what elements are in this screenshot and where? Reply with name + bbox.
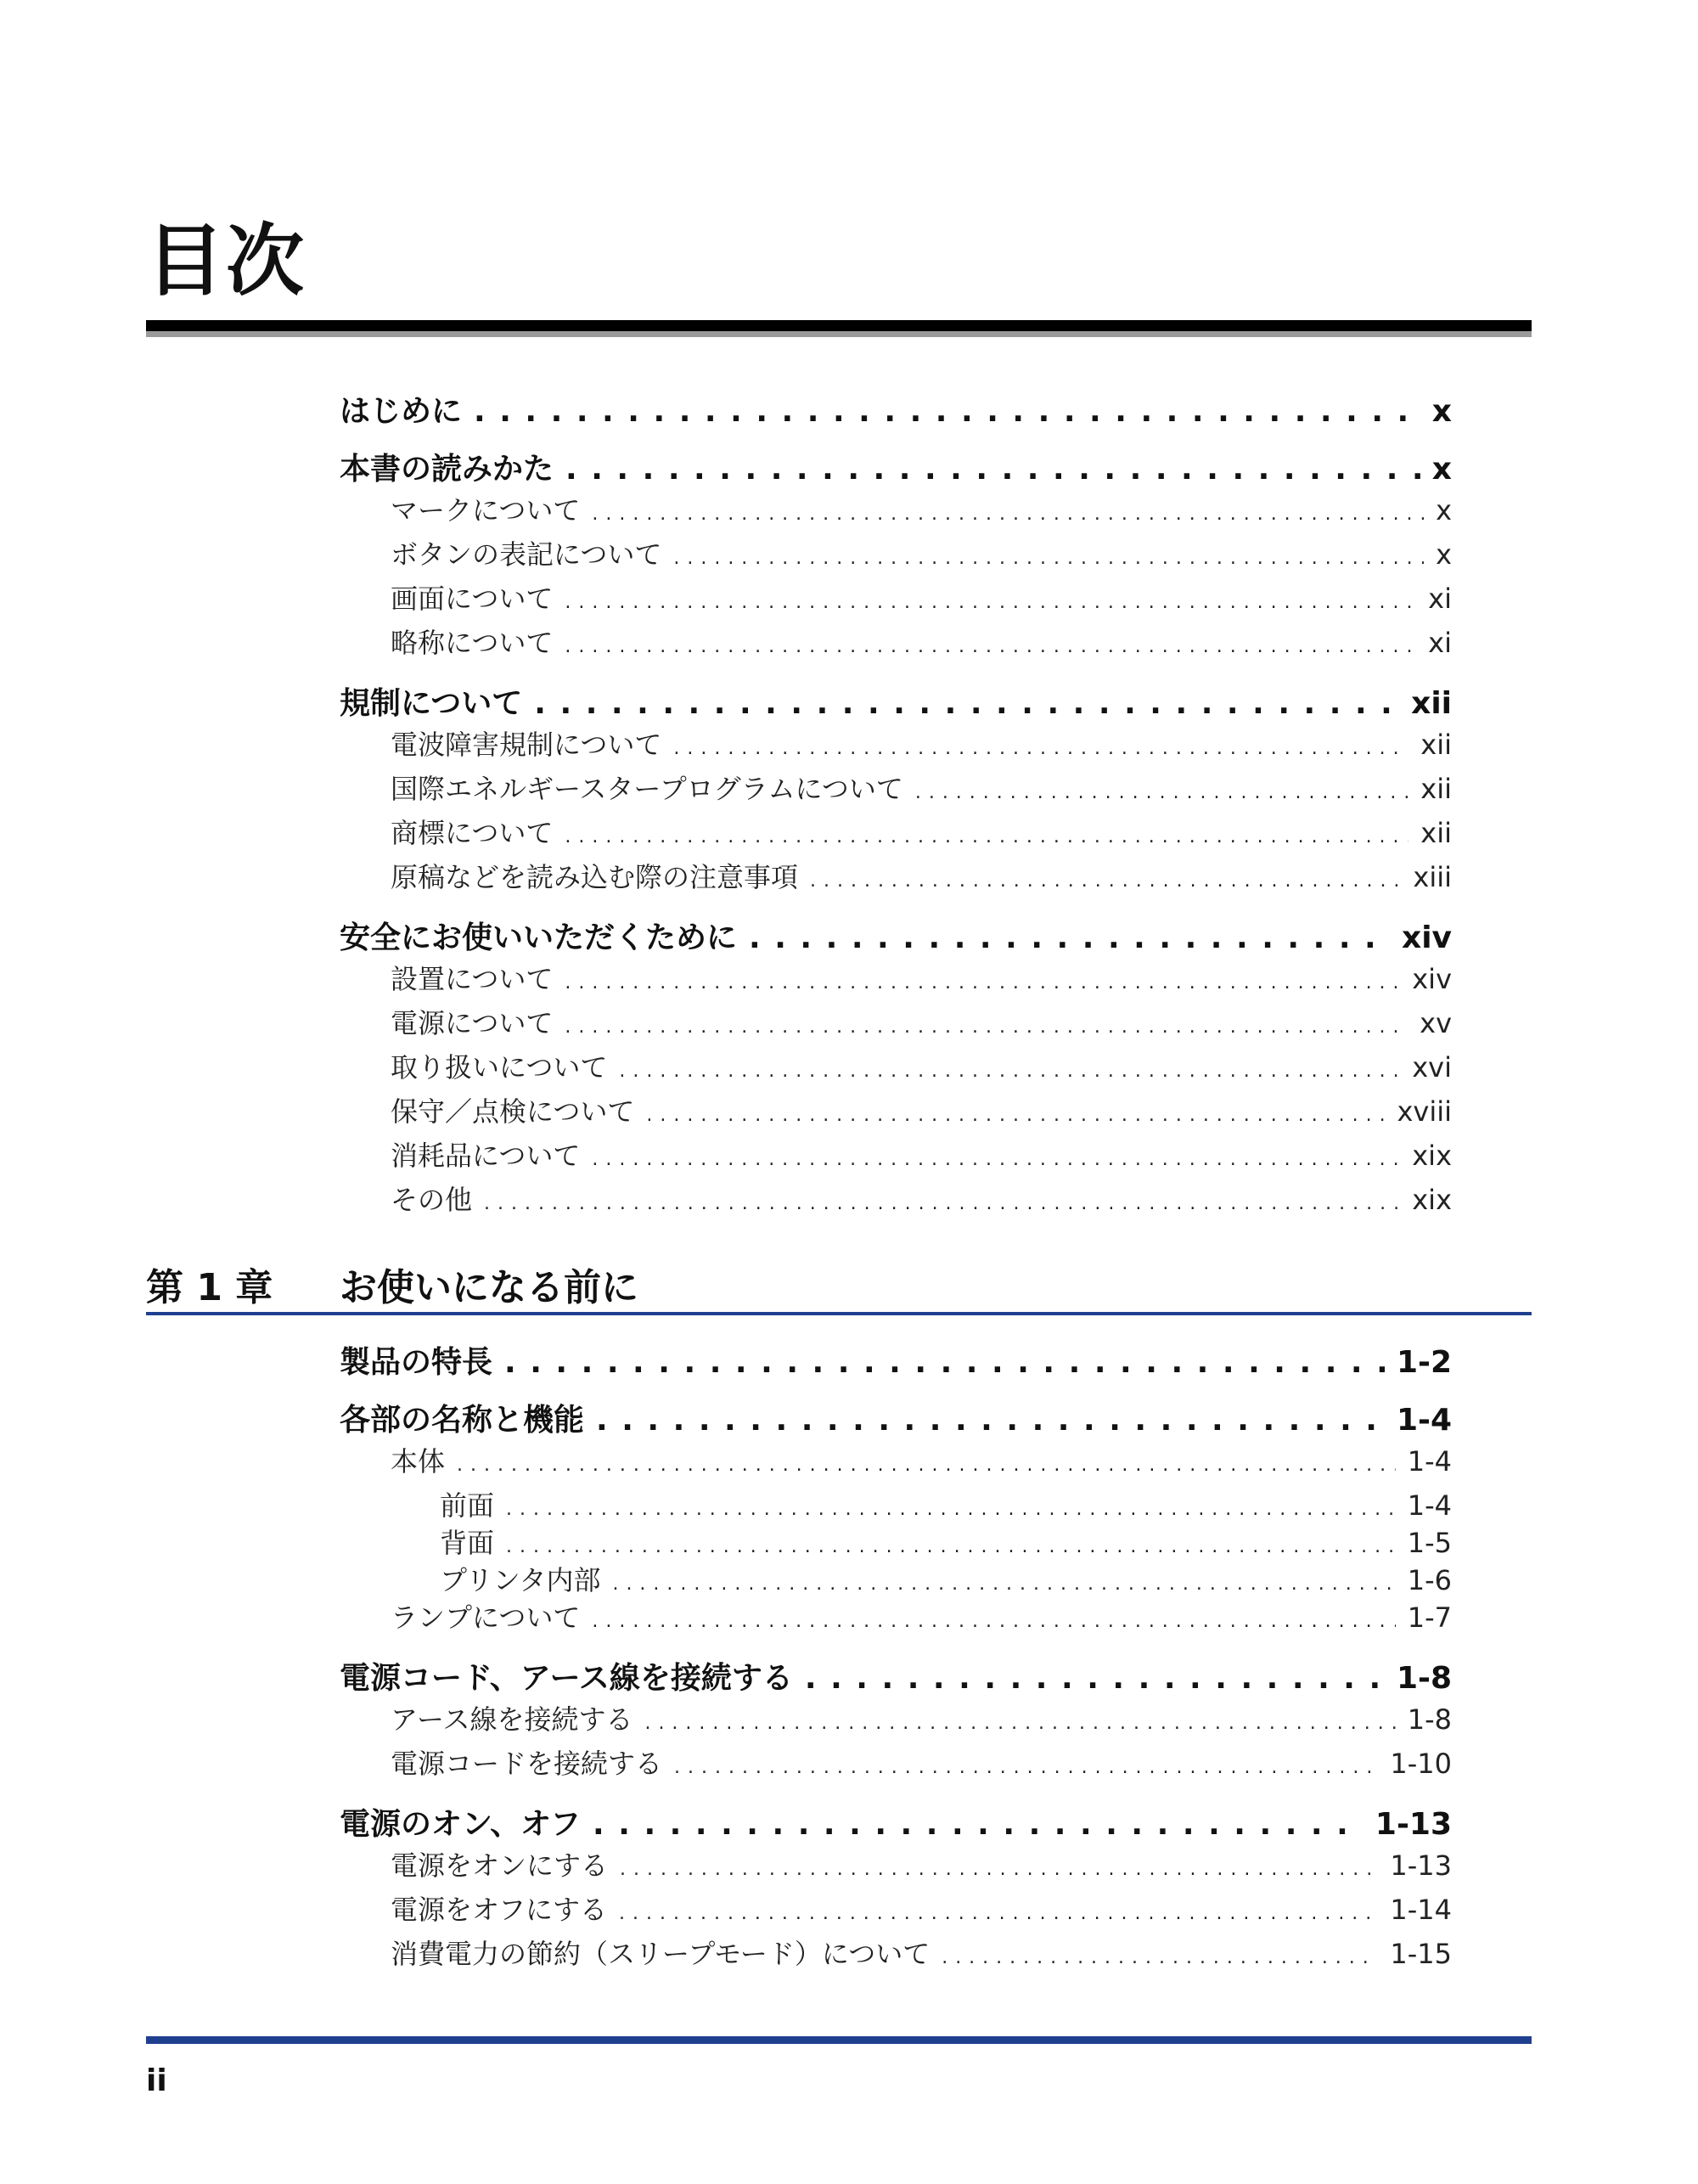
toc-entry-page: 1-8 [1407, 1703, 1452, 1736]
dot-leader [942, 1947, 1378, 1968]
dot-leader [749, 920, 1390, 955]
footer-page-number: ii [146, 2063, 167, 2098]
toc-entry-label: 商標について [391, 817, 554, 849]
toc-subsection[interactable] [340, 723, 1452, 768]
toc-subsection[interactable] [340, 1933, 1452, 1977]
toc-subsection[interactable] [340, 1179, 1452, 1223]
chapter-heading [146, 1248, 1532, 1316]
dot-leader [592, 504, 1424, 525]
toc-section[interactable] [340, 445, 1452, 489]
toc-entry-label: 消耗品について [391, 1140, 581, 1172]
toc-entry-page: xv [1420, 1007, 1452, 1039]
toc-section[interactable] [340, 387, 1452, 431]
dot-leader [506, 1499, 1396, 1520]
toc-entry-label: 国際エネルギースタープログラムについて [391, 773, 903, 805]
toc-subsection[interactable] [340, 1046, 1452, 1090]
toc-entry-page: xvi [1412, 1051, 1452, 1084]
toc-subsection[interactable] [340, 1090, 1452, 1134]
toc-entry-page: xiv [1401, 920, 1452, 955]
chapter-title: お使いになる前に [340, 1266, 638, 1309]
toc-section[interactable] [340, 914, 1452, 958]
chapter-number: 第 1 章 [146, 1266, 273, 1309]
toc-subsection[interactable] [340, 768, 1452, 812]
toc-entry-page: 1-4 [1396, 1403, 1452, 1438]
toc-subsection[interactable] [340, 856, 1452, 900]
dot-leader [592, 1149, 1400, 1170]
toc-entry-label: その他 [391, 1184, 473, 1216]
dot-leader [915, 782, 1408, 803]
toc-entry-label: 安全にお使いいただくために [340, 920, 738, 955]
dot-leader [484, 1193, 1400, 1214]
toc-entry-page: xix [1412, 1184, 1452, 1216]
toc-entry-page: 1-7 [1407, 1601, 1452, 1634]
toc-entry-label: 原稿などを読み込む際の注意事項 [391, 861, 799, 893]
toc-entry-label: 電源コード、アース線を接続する [340, 1661, 793, 1696]
toc-entry-label: 取り扱いについて [391, 1051, 608, 1084]
toc-entry-page: xix [1412, 1140, 1452, 1172]
toc-entry-label: 前面 [440, 1489, 495, 1522]
dot-leader [596, 1403, 1385, 1438]
dot-leader [565, 592, 1416, 613]
toc-entry-label: ボタンの表記について [391, 538, 662, 571]
toc-entry-label: 規制について [340, 686, 523, 721]
dot-leader [565, 972, 1400, 993]
toc-entry-page: 1-15 [1390, 1938, 1452, 1970]
toc-entry-label: はじめに [340, 394, 463, 429]
toc-entry-page: xii [1420, 817, 1452, 849]
toc-entry-label: 電源をオンにする [391, 1849, 609, 1882]
toc-entry-label: 保守／点検について [391, 1095, 635, 1128]
toc-entry-page: xii [1420, 773, 1452, 805]
toc-entry-page: 1-13 [1390, 1849, 1452, 1882]
toc-entry-page: 1-6 [1407, 1564, 1452, 1596]
toc-entry-label: 電源コードを接続する [391, 1748, 663, 1780]
toc-section[interactable] [340, 1654, 1452, 1698]
toc-entry-page: x [1431, 394, 1452, 429]
toc-subsection[interactable] [340, 533, 1452, 577]
dot-leader [592, 1611, 1395, 1632]
toc-entry-label: 電波障害規制について [391, 729, 662, 761]
title-rule-shadow [146, 331, 1532, 337]
toc-entry-label: 電源をオフにする [391, 1894, 608, 1926]
dot-leader [565, 826, 1408, 847]
dot-leader [504, 1345, 1385, 1380]
toc-entry-label: アース線を接続する [391, 1703, 633, 1736]
title-rule [146, 320, 1532, 331]
dot-leader [619, 1903, 1378, 1924]
dot-leader [619, 1061, 1400, 1082]
dot-leader [805, 1661, 1385, 1696]
toc-entry-page: xii [1411, 686, 1452, 721]
toc-subsection[interactable] [340, 1742, 1452, 1787]
toc-entry-label: ランプについて [391, 1601, 581, 1634]
dot-leader [620, 1859, 1378, 1880]
toc-entry-page: 1-8 [1396, 1661, 1452, 1696]
toc-entry-page: 1-5 [1407, 1527, 1452, 1559]
toc-entry-page: x [1431, 452, 1452, 487]
toc-subsubsection[interactable] [340, 1484, 1452, 1522]
toc-entry-label: 本書の読みかた [340, 452, 554, 487]
toc-section[interactable] [340, 1396, 1452, 1440]
toc-subsection[interactable] [340, 622, 1452, 666]
dot-leader [673, 548, 1424, 569]
page-title: 目次 [146, 216, 306, 307]
toc-subsection[interactable] [340, 1002, 1452, 1046]
footer-rule [146, 2036, 1532, 2044]
dot-leader [612, 1573, 1395, 1595]
toc-entry-page: 1-2 [1396, 1345, 1452, 1380]
toc-entry-page: 1-4 [1407, 1445, 1452, 1478]
dot-leader [534, 686, 1399, 721]
toc-entry-label: 本体 [391, 1445, 446, 1478]
toc-entry-label: 電源について [391, 1007, 554, 1039]
toc-subsection[interactable] [340, 1888, 1452, 1933]
dot-leader [506, 1536, 1396, 1557]
toc-subsection[interactable] [340, 489, 1452, 533]
toc-entry-page: xiii [1413, 861, 1452, 893]
dot-leader [810, 870, 1401, 892]
toc-entry-page: 1-14 [1390, 1894, 1452, 1926]
toc-entry-label: 電源のオン、オフ [340, 1807, 582, 1842]
toc-subsection[interactable] [340, 1844, 1452, 1888]
toc-entry-label: 各部の名称と機能 [340, 1403, 585, 1438]
toc-entry-page: 1-13 [1375, 1807, 1452, 1842]
toc-entry-page: x [1436, 538, 1452, 571]
toc-entry-label: 製品の特長 [340, 1345, 493, 1380]
toc-section[interactable] [340, 1338, 1452, 1382]
toc-entry-label: 設置について [391, 963, 554, 995]
dot-leader [565, 452, 1420, 487]
toc-subsection[interactable] [340, 812, 1452, 856]
toc-entry-label: マークについて [391, 494, 581, 526]
toc-section[interactable] [340, 679, 1452, 723]
toc-entry-page: xi [1428, 627, 1452, 659]
toc-entry-label: 画面について [391, 583, 554, 615]
chapter-rule [146, 1312, 1532, 1315]
dot-leader [565, 636, 1416, 657]
toc-entry-page: 1-4 [1407, 1489, 1452, 1522]
dot-leader [593, 1807, 1363, 1842]
toc-subsection[interactable] [340, 1698, 1452, 1742]
toc-entry-label: 略称について [391, 627, 554, 659]
toc-chapter-1 [340, 1325, 1452, 1977]
toc-subsection[interactable] [340, 1596, 1452, 1641]
toc-entry-label: プリンタ内部 [440, 1564, 601, 1596]
dot-leader [644, 1713, 1395, 1734]
toc-subsection[interactable] [340, 1134, 1452, 1179]
toc-entry-label: 背面 [440, 1527, 495, 1559]
toc-entry-page: xviii [1397, 1095, 1452, 1128]
toc-entry-page: 1-10 [1390, 1748, 1452, 1780]
toc-entry-page: xiv [1412, 963, 1452, 995]
toc-subsection[interactable] [340, 1440, 1452, 1484]
dot-leader [674, 1757, 1378, 1778]
toc-entry-label: 消費電力の節約（スリープモード）について [391, 1938, 931, 1970]
toc-subsection[interactable] [340, 958, 1452, 1002]
toc-subsubsection[interactable] [340, 1522, 1452, 1559]
toc-entry-page: xii [1420, 729, 1452, 761]
toc-entry-page: xi [1428, 583, 1452, 615]
dot-leader [646, 1105, 1385, 1126]
dot-leader [474, 394, 1420, 429]
toc-entry-page: x [1436, 494, 1452, 526]
toc-subsubsection[interactable] [340, 1559, 1452, 1596]
dot-leader [673, 738, 1408, 759]
dot-leader [457, 1455, 1396, 1476]
toc-section[interactable] [340, 1800, 1452, 1844]
toc-subsection[interactable] [340, 577, 1452, 622]
toc-front-matter [340, 374, 1452, 1223]
dot-leader [565, 1016, 1408, 1038]
